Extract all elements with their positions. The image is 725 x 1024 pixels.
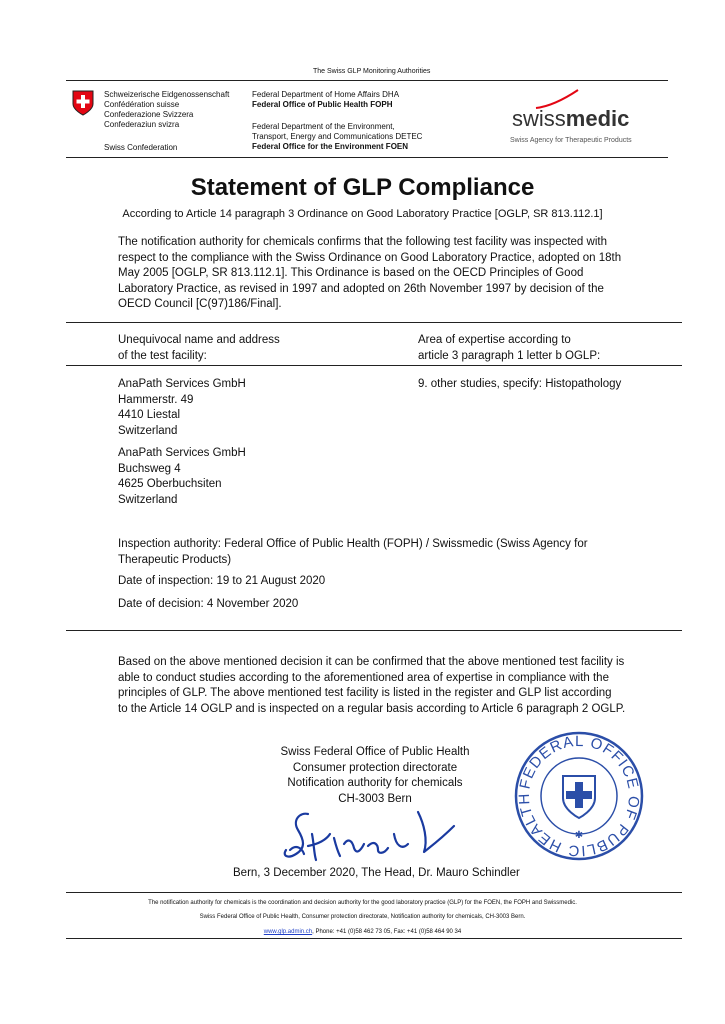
- facility-city: 4625 Oberbuchsiten: [118, 478, 222, 490]
- conclusion-line: to the Article 14 OGLP and is inspected on a regular basis according to Article 6 paragraph 2 OGLP.: [118, 702, 626, 715]
- expertise-header: [418, 333, 600, 364]
- section-rule: [66, 322, 682, 323]
- svg-text:✱: ✱: [574, 830, 584, 841]
- intro-line: OECD Council [C(97)186/Final].: [118, 298, 282, 310]
- authority-block: [250, 745, 500, 807]
- authority-line: Notification authority for chemicals: [287, 777, 463, 789]
- intro-line: respect to the compliance with the Swiss Ordinance on Good Laboratory Practice, adopted on 18th: [118, 251, 622, 264]
- facility-city: 4410 Liestal: [118, 409, 181, 421]
- footer-contact: [0, 929, 725, 935]
- swissmedic-tagline: Swiss Agency for Therapeutic Products: [510, 137, 632, 144]
- footer-line-1: The notification authority for chemicals is the coordination and decision authority for the good laboratory practice (GLP) for the FOEN, the FOPH and Swissmedic.: [148, 900, 577, 906]
- authority-line: Swiss Federal Office of Public Health: [280, 746, 470, 758]
- facility-country: Switzerland: [118, 424, 178, 437]
- footer-rule-bottom: [66, 938, 682, 939]
- intro-line: Laboratory Practice, as revised in 1997 and adopted on 26th November 1997 by decision of the: [118, 282, 604, 295]
- intro-line: May 2005 [OGLP, SR 813.112.1]. This Ordinance is based on the OECD Principles of Good: [118, 267, 584, 279]
- signature-line: Bern, 3 December 2020, The Head, Dr. Mauro Schindler: [233, 867, 520, 879]
- facility-header-line: Unequivocal name and address: [118, 334, 280, 346]
- detec-block: [252, 122, 422, 152]
- conclusion-line: Based on the above mentioned decision it can be confirmed that the above mentioned test facility is: [118, 656, 625, 668]
- facility-street: Buchsweg 4: [118, 462, 181, 475]
- seal-text: FEDERAL OFFICE OF PUBLIC HEALTH: [515, 732, 643, 860]
- facility-address-liestal: [118, 377, 246, 439]
- conclusion-line: able to conduct studies according to the aforementioned area of expertise in compliance with the: [118, 671, 609, 684]
- header-row-rule: [66, 365, 682, 366]
- glp-website-link[interactable]: www.glp.admin.ch: [263, 929, 313, 935]
- swiss-confederation: Swiss Confederation: [104, 143, 178, 152]
- header-rule: [66, 80, 668, 81]
- swissmedic-logo-b: medic: [565, 106, 630, 131]
- expertise-header-line: article 3 paragraph 1 letter b OGLP:: [418, 349, 601, 362]
- confederation-line-it: Confederazione Svizzera: [104, 110, 194, 119]
- facility-header: [118, 333, 280, 364]
- foph-office: Federal Office of Public Health FOPH: [252, 100, 393, 109]
- facility-name: AnaPath Services GmbH: [118, 378, 246, 390]
- swiss-coat-of-arms-icon: [72, 90, 94, 116]
- footer-phone-fax: , Phone: +41 (0)58 462 73 05, Fax: +41 (0)58 464 90 34: [312, 929, 462, 935]
- conclusion-paragraph: [118, 655, 625, 717]
- inspection-authority-line: Inspection authority: Federal Office of Public Health (FOPH) / Swissmedic (Swiss Agency for: [118, 538, 588, 550]
- authority-line: Consumer protection directorate: [292, 761, 458, 774]
- document-subtitle: According to Article 14 paragraph 3 Ordinance on Good Laboratory Practice [OGLP, SR 813.112.1]: [122, 208, 603, 220]
- authority-line: CH-3003 Bern: [338, 792, 412, 805]
- facility-country: Switzerland: [118, 493, 178, 506]
- footer-line-2: Swiss Federal Office of Public Health, Consumer protection directorate, Notification authority for chemicals, CH-3003 Bern.: [199, 914, 526, 920]
- top-caption: The Swiss GLP Monitoring Authorities: [313, 68, 431, 75]
- intro-line: The notification authority for chemicals confirms that the following test facility was inspected with: [118, 236, 607, 248]
- conclusion-line: principles of GLP. The above mentioned test facility is listed in the register and GLP list according: [118, 687, 612, 699]
- confederation-names: [104, 90, 229, 130]
- expertise-value: 9. other studies, specify: Histopathology: [418, 378, 622, 390]
- confederation-line-de: Schweizerische Eidgenossenschaft: [104, 90, 230, 99]
- details-rule: [66, 630, 682, 631]
- detec-dept-line2: Transport, Energy and Communications DETEC: [252, 132, 423, 141]
- confederation-line-rm: Confederaziun svizra: [104, 120, 180, 129]
- foen-office: Federal Office for the Environment FOEN: [252, 142, 409, 151]
- facility-name: AnaPath Services GmbH: [118, 447, 246, 459]
- official-seal: [513, 730, 645, 867]
- document-title: Statement of GLP Compliance: [190, 174, 535, 201]
- detec-dept-line1: Federal Department of the Environment,: [252, 122, 395, 131]
- footer-rule-top: [66, 892, 682, 893]
- date-of-decision: Date of decision: 4 November 2020: [118, 598, 299, 610]
- inspection-authority: [118, 537, 588, 568]
- dha-dept: Federal Department of Home Affairs DHA: [252, 90, 400, 99]
- swissmedic-logo-a: swiss: [512, 106, 566, 131]
- facility-street: Hammerstr. 49: [118, 393, 194, 406]
- expertise-header-line: Area of expertise according to: [418, 334, 571, 346]
- handwritten-signature: [278, 804, 478, 873]
- inspection-authority-line: Therapeutic Products): [118, 553, 232, 566]
- date-of-inspection: Date of inspection: 19 to 21 August 2020: [118, 575, 326, 587]
- intro-paragraph: [118, 235, 621, 313]
- confederation-line-fr: Confédération suisse: [104, 100, 180, 109]
- header-bottom-rule: [66, 157, 668, 158]
- dha-block: [252, 90, 399, 110]
- swissmedic-logo: [512, 107, 629, 131]
- facility-address-oberbuchsiten: [118, 446, 246, 508]
- facility-header-line: of the test facility:: [118, 349, 207, 362]
